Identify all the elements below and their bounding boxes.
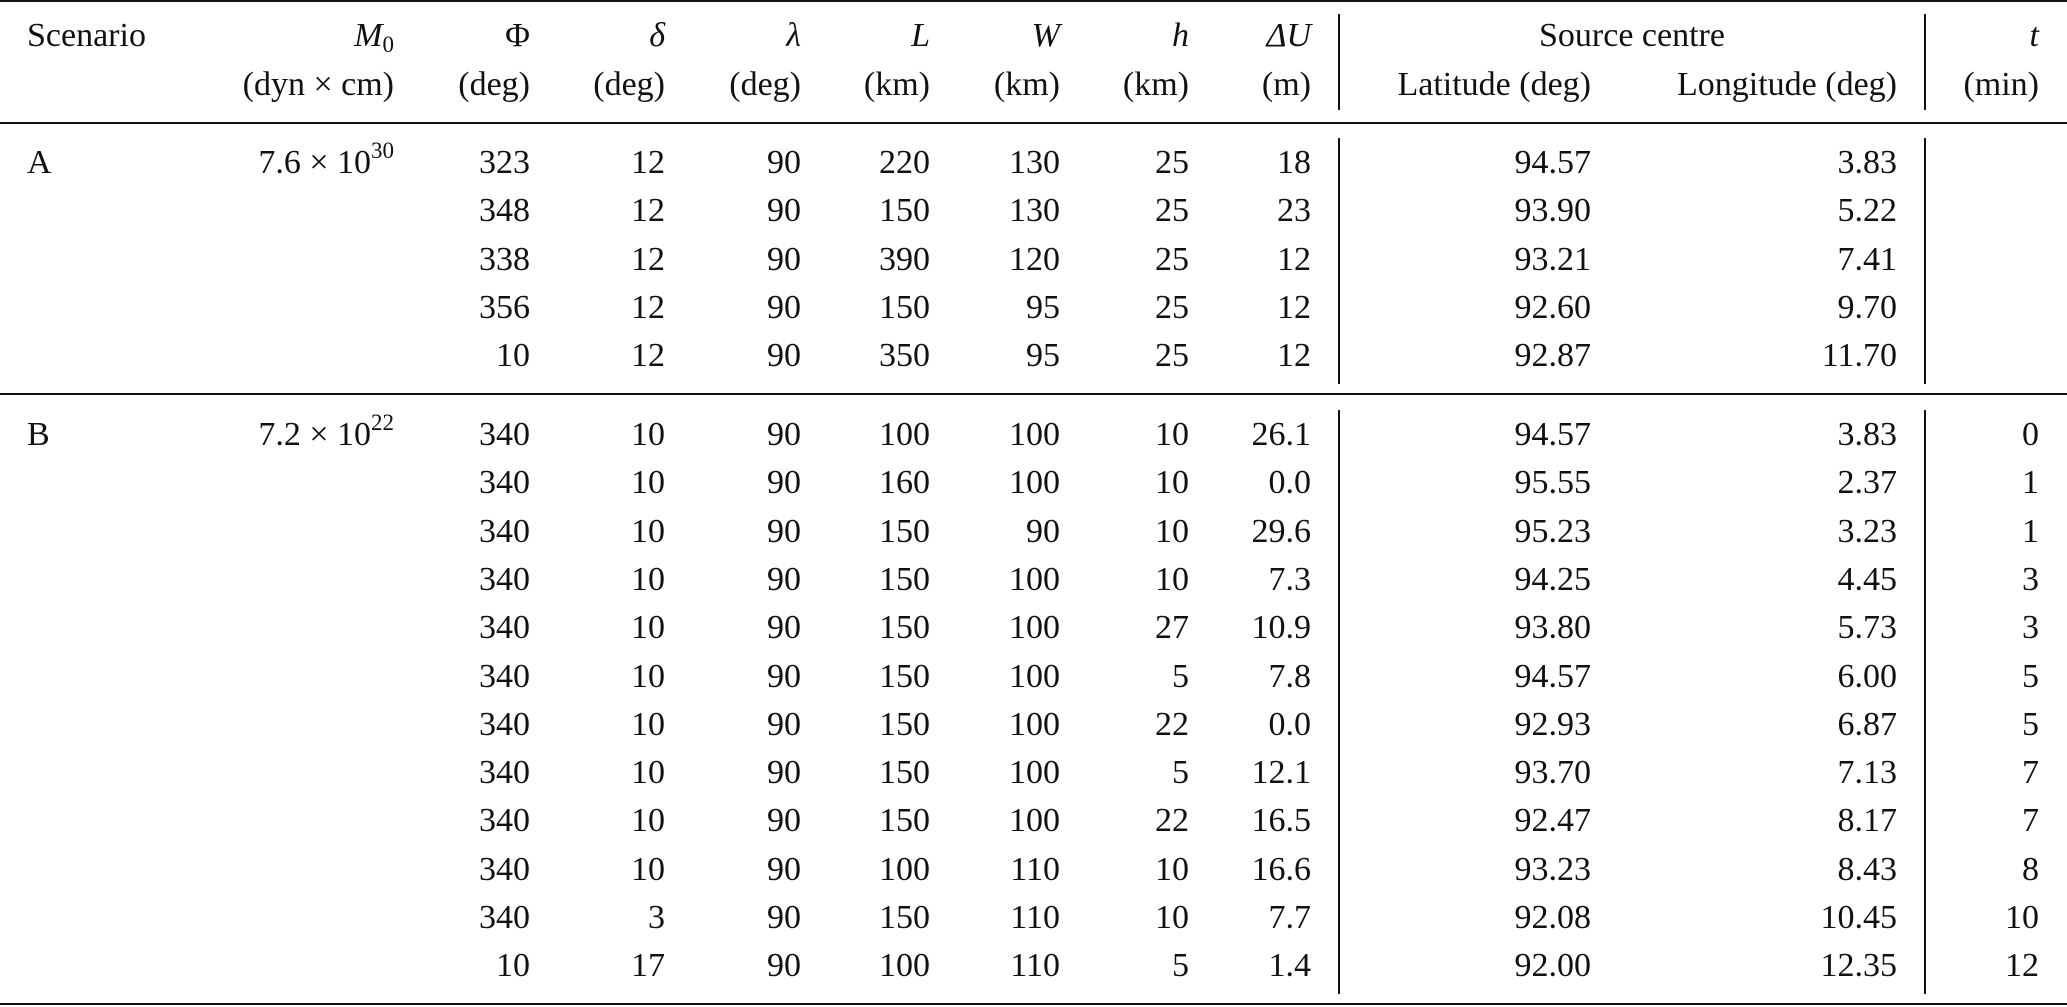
header-length: L	[911, 17, 930, 54]
cell-rake: 90	[767, 657, 801, 695]
cell-t: 3	[2022, 560, 2039, 598]
scenario-separator-rule	[0, 393, 2067, 395]
cell-h: 10	[1155, 560, 1189, 598]
cell-lon: 8.17	[1837, 802, 1897, 840]
cell-lon: 6.87	[1837, 705, 1897, 743]
cell-lon: 5.22	[1837, 192, 1897, 230]
cell-L: 150	[879, 754, 930, 792]
cell-t: 8	[2022, 850, 2039, 888]
table-top-rule	[0, 0, 2067, 2]
cell-lon: 7.41	[1837, 240, 1897, 278]
cell-dip: 10	[631, 705, 665, 743]
header-source-centre: Source centre	[1539, 17, 1725, 54]
cell-rake: 90	[767, 899, 801, 936]
cell-L: 150	[879, 560, 930, 598]
cell-W: 90	[1026, 512, 1060, 550]
cell-h: 25	[1155, 288, 1189, 326]
cell-lat: 95.55	[1514, 464, 1591, 502]
scenario-b-moment-exponent: 22	[371, 410, 394, 435]
cell-W: 110	[1010, 899, 1060, 936]
cell-h: 5	[1172, 657, 1189, 695]
cell-lon: 3.83	[1837, 416, 1897, 453]
cell-rake: 90	[767, 947, 801, 985]
cell-dip: 10	[631, 850, 665, 888]
cell-h: 10	[1155, 512, 1189, 550]
header-width: W	[1031, 17, 1060, 54]
cell-lon: 4.45	[1837, 560, 1897, 598]
cell-dip: 12	[631, 192, 665, 230]
cell-t: 12	[2005, 947, 2039, 985]
cell-lon: 3.23	[1837, 512, 1897, 550]
cell-lon: 10.45	[1820, 899, 1897, 936]
cell-lon: 6.00	[1837, 657, 1897, 695]
header-m0-symbol: M	[354, 17, 383, 54]
cell-L: 150	[879, 288, 930, 326]
cell-W: 120	[1009, 240, 1060, 278]
cell-t: 7	[2022, 802, 2039, 840]
cell-dU: 0.0	[1268, 464, 1311, 502]
cell-dU: 16.5	[1251, 802, 1311, 840]
cell-L: 390	[879, 240, 930, 278]
cell-t: 5	[2022, 705, 2039, 743]
cell-strike: 340	[479, 560, 530, 598]
cell-dU: 10.9	[1251, 609, 1311, 647]
cell-dU: 12.1	[1251, 754, 1311, 792]
cell-strike: 340	[479, 802, 530, 840]
cell-h: 25	[1155, 192, 1189, 230]
header-slip-unit: (m)	[1261, 66, 1311, 103]
cell-lon: 12.35	[1820, 947, 1897, 985]
cell-dU: 26.1	[1251, 416, 1311, 453]
cell-dU: 0.0	[1268, 705, 1311, 743]
cell-L: 150	[879, 512, 930, 550]
header-slip: ΔU	[1266, 17, 1311, 54]
cell-lat: 94.25	[1514, 560, 1591, 598]
table-bottom-rule	[0, 1003, 2067, 1005]
header-rake: λ	[786, 17, 801, 54]
cell-L: 350	[879, 337, 930, 375]
cell-W: 130	[1009, 144, 1060, 181]
cell-dU: 23	[1277, 192, 1311, 230]
cell-lon: 2.37	[1837, 464, 1897, 502]
cell-h: 25	[1155, 337, 1189, 375]
cell-L: 150	[879, 192, 930, 230]
cell-rake: 90	[767, 144, 801, 181]
cell-L: 150	[879, 802, 930, 840]
cell-dip: 10	[631, 464, 665, 502]
cell-rake: 90	[767, 802, 801, 840]
cell-W: 110	[1010, 850, 1060, 888]
cell-t: 3	[2022, 609, 2039, 647]
cell-h: 25	[1155, 240, 1189, 278]
cell-dU: 12	[1277, 240, 1311, 278]
cell-h: 5	[1172, 947, 1189, 985]
cell-rake: 90	[767, 850, 801, 888]
scenario-b-moment	[258, 410, 394, 455]
cell-t: 7	[2022, 754, 2039, 792]
cell-dU: 12	[1277, 288, 1311, 326]
header-m0-subscript: 0	[382, 32, 394, 57]
cell-strike: 340	[479, 754, 530, 792]
cell-L: 150	[879, 657, 930, 695]
vertical-rule-b-left	[1338, 410, 1340, 994]
cell-dip: 12	[631, 288, 665, 326]
scenario-a-moment	[258, 138, 394, 183]
cell-strike: 338	[479, 240, 530, 278]
header-dip: δ	[649, 17, 665, 54]
cell-L: 160	[879, 464, 930, 502]
cell-lat: 93.23	[1514, 850, 1591, 888]
scenario-b-moment-mantissa: 7.2 × 10	[258, 416, 371, 453]
cell-h: 10	[1155, 899, 1189, 936]
cell-dU: 18	[1277, 144, 1311, 181]
cell-strike: 323	[479, 144, 530, 181]
header-time-unit: (min)	[1963, 66, 2039, 103]
header-m0	[354, 16, 394, 56]
cell-lat: 92.60	[1514, 288, 1591, 326]
header-strike-unit: (deg)	[458, 66, 530, 103]
cell-h: 25	[1155, 144, 1189, 181]
cell-W: 100	[1009, 416, 1060, 453]
cell-lon: 9.70	[1837, 288, 1897, 326]
cell-lon: 11.70	[1821, 337, 1897, 375]
header-scenario: Scenario	[27, 17, 146, 54]
cell-dip: 10	[631, 754, 665, 792]
cell-strike: 340	[479, 416, 530, 453]
cell-rake: 90	[767, 705, 801, 743]
vertical-rule-b-right	[1924, 410, 1926, 994]
header-bottom-rule	[0, 122, 2067, 124]
cell-W: 100	[1009, 802, 1060, 840]
cell-rake: 90	[767, 560, 801, 598]
cell-dip: 10	[631, 560, 665, 598]
cell-dip: 17	[631, 947, 665, 985]
cell-dip: 3	[648, 899, 665, 936]
scenario-b-label: B	[27, 416, 50, 453]
cell-lon: 5.73	[1837, 609, 1897, 647]
cell-lat: 92.47	[1514, 802, 1591, 840]
cell-dU: 16.6	[1251, 850, 1311, 888]
cell-lat: 93.21	[1514, 240, 1591, 278]
scenario-a-label: A	[27, 144, 52, 181]
cell-dip: 12	[631, 240, 665, 278]
cell-L: 220	[879, 144, 930, 181]
cell-lat: 92.87	[1514, 337, 1591, 375]
cell-rake: 90	[767, 416, 801, 453]
vertical-rule-a-right	[1924, 138, 1926, 384]
cell-L: 150	[879, 609, 930, 647]
cell-W: 95	[1026, 337, 1060, 375]
cell-L: 100	[879, 947, 930, 985]
cell-strike: 340	[479, 850, 530, 888]
cell-lon: 8.43	[1837, 850, 1897, 888]
header-width-unit: (km)	[993, 66, 1060, 103]
vertical-rule-header-right	[1924, 14, 1926, 110]
cell-t: 0	[2022, 416, 2039, 453]
cell-strike: 340	[479, 464, 530, 502]
cell-lat: 92.08	[1514, 899, 1591, 936]
cell-dU: 29.6	[1251, 512, 1311, 550]
cell-L: 150	[879, 705, 930, 743]
cell-L: 150	[879, 899, 930, 936]
header-strike: Φ	[505, 17, 530, 54]
cell-L: 100	[879, 850, 930, 888]
cell-strike: 356	[479, 288, 530, 326]
cell-h: 10	[1155, 850, 1189, 888]
cell-t: 5	[2022, 657, 2039, 695]
cell-lat: 94.57	[1514, 657, 1591, 695]
cell-t: 1	[2022, 512, 2039, 550]
cell-dU: 1.4	[1268, 947, 1311, 985]
cell-L: 100	[879, 416, 930, 453]
cell-h: 22	[1155, 705, 1189, 743]
cell-W: 110	[1010, 947, 1060, 985]
cell-dip: 12	[631, 337, 665, 375]
cell-h: 10	[1155, 416, 1189, 453]
cell-dip: 10	[631, 609, 665, 647]
header-length-unit: (km)	[863, 66, 930, 103]
vertical-rule-a-left	[1338, 138, 1340, 384]
cell-strike: 10	[496, 337, 530, 375]
cell-W: 100	[1009, 609, 1060, 647]
cell-rake: 90	[767, 337, 801, 375]
cell-strike: 348	[479, 192, 530, 230]
cell-lat: 94.57	[1514, 144, 1591, 181]
cell-W: 130	[1009, 192, 1060, 230]
cell-dip: 12	[631, 144, 665, 181]
header-longitude: Longitude (deg)	[1677, 66, 1897, 103]
header-latitude: Latitude (deg)	[1397, 66, 1591, 103]
cell-lon: 3.83	[1837, 144, 1897, 181]
cell-strike: 340	[479, 899, 530, 936]
cell-dip: 10	[631, 416, 665, 453]
cell-lat: 94.57	[1514, 416, 1591, 453]
cell-rake: 90	[767, 240, 801, 278]
cell-lat: 93.70	[1514, 754, 1591, 792]
cell-W: 100	[1009, 464, 1060, 502]
cell-rake: 90	[767, 609, 801, 647]
cell-dU: 12	[1277, 337, 1311, 375]
cell-rake: 90	[767, 464, 801, 502]
cell-h: 10	[1155, 464, 1189, 502]
scenario-a-moment-mantissa: 7.6 × 10	[258, 144, 371, 181]
cell-strike: 340	[479, 609, 530, 647]
cell-dU: 7.3	[1268, 560, 1311, 598]
cell-W: 100	[1009, 560, 1060, 598]
cell-t: 1	[2022, 464, 2039, 502]
cell-W: 95	[1026, 288, 1060, 326]
cell-rake: 90	[767, 192, 801, 230]
cell-lat: 93.90	[1514, 192, 1591, 230]
cell-lat: 92.93	[1514, 705, 1591, 743]
scenario-a-moment-exponent: 30	[371, 138, 394, 163]
cell-t: 10	[2005, 899, 2039, 936]
cell-W: 100	[1009, 754, 1060, 792]
cell-W: 100	[1009, 705, 1060, 743]
vertical-rule-header-left	[1338, 14, 1340, 110]
cell-lat: 95.23	[1514, 512, 1591, 550]
cell-dip: 10	[631, 657, 665, 695]
cell-dip: 10	[631, 802, 665, 840]
cell-h: 22	[1155, 802, 1189, 840]
cell-strike: 340	[479, 705, 530, 743]
cell-h: 5	[1172, 754, 1189, 792]
cell-strike: 340	[479, 657, 530, 695]
header-depth: h	[1172, 17, 1189, 54]
cell-h: 27	[1155, 609, 1189, 647]
cell-dU: 7.7	[1268, 899, 1311, 936]
cell-rake: 90	[767, 754, 801, 792]
header-rake-unit: (deg)	[729, 66, 801, 103]
header-time: t	[2029, 17, 2039, 54]
cell-rake: 90	[767, 288, 801, 326]
header-depth-unit: (km)	[1122, 66, 1189, 103]
cell-strike: 340	[479, 512, 530, 550]
cell-strike: 10	[496, 947, 530, 985]
header-m0-unit: (dyn × cm)	[242, 66, 394, 103]
cell-lat: 93.80	[1514, 609, 1591, 647]
cell-W: 100	[1009, 657, 1060, 695]
cell-dU: 7.8	[1268, 657, 1311, 695]
cell-dip: 10	[631, 512, 665, 550]
cell-rake: 90	[767, 512, 801, 550]
cell-lon: 7.13	[1837, 754, 1897, 792]
header-dip-unit: (deg)	[593, 66, 665, 103]
cell-lat: 92.00	[1514, 947, 1591, 985]
